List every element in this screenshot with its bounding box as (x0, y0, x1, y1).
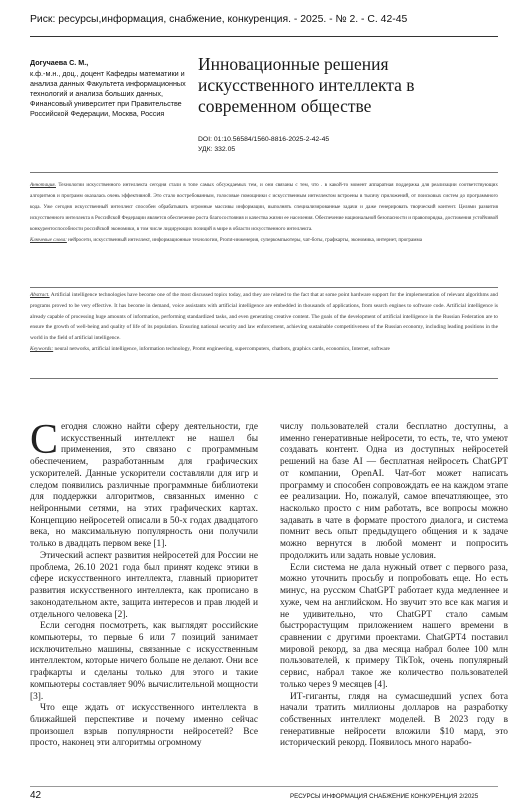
journal-header: Риск: ресурсы,информация, снабжение, конкуренция. - 2025. - № 2. - С. 42-45 (30, 14, 408, 25)
paragraph: Если сегодня посмотреть, как выглядят российские компьютеры, то первые 6 или 7 позиций занимает исключительно машины, связанные с искусственным интеллектом, которые ничего больше не делают. Они все графкарты и сделаны только для этого и такие компьютеры составляет 90% вычислительной мощности [3]. (30, 621, 258, 702)
keywords-ru-label: Ключевые слова: (30, 236, 67, 243)
author-block (30, 58, 188, 119)
paragraph: Что еще ждать от искусственного интеллекта в ближайшей перспективе и почему именно сейчас произошел взрыв популярности нейросетей? Все просто, наконец эти алгоритмы огромному (30, 703, 258, 749)
paragraph: Этический аспект развития нейросетей для России не проблема, 26.10 2021 года был принят кодекс этики в сфере искусственного интеллекта, главный приоритет развития искусственного интеллекта, как прописано в законодательном акте, защита интересов и прав людей и отдельного человека [2]. (30, 550, 258, 620)
paragraph: ИТ-гиганты, глядя на сумасшедший успех бота начали тратить миллионы долларов на разработку собственных интеллект моделей. В 2023 году в генеративные нейросети вложили $10 мард, это исторический рекорд. Появилось много нарабо- (280, 691, 508, 749)
page-number: 42 (30, 790, 42, 801)
paragraph: Если система не дала нужный ответ с первого раза, можно уточнить просьбу и попробовать еще. Но есть минус, на русском ChatGPT работает куда медленнее и хуже, чем на английском. Но звучит это все как магия и не удивительно, что ChatGPT стало самым быстрорастущим приложением нашего времени в сравнении с другими проектами. ChatGPT4 поставил мировой рекорд, за два месяца набрал более 100 млн пользователей, к примеру TikTok, очень популярный сервис, набрал такое же количество пользователей только через 9 месяцев [4]. (280, 562, 508, 690)
abstract-en (30, 290, 498, 370)
author-name: Догучаева С. М., (30, 58, 89, 67)
body-column-left (30, 417, 258, 750)
abstract-divider-bottom (30, 378, 498, 379)
keywords-en: neural networks, artificial intelligence, information technology, Promt engineering, supercomputers, chatbots, graphics cards, economics, Internet, software (53, 345, 390, 352)
udc: УДК: 332.05 (198, 146, 236, 153)
abstract-en-text: Artificial intelligence technologies have become one of the most discussed topics today, and they are related to the fact that at some point hardware support for the implementation of relevant algorithms and programs proved to be very effective. It has become in demand, voice assistants with artificial intelligence are embedded in thousands of applications, from search engines to software code. Artificial intelligence is already capable of processing huge amounts of information, performing standardized tasks, and even generating creative content. The goals of the development of artificial intelligence in the Russian Federation are to ensure the growth of well-being and quality of life of its population. Ensuring national security and law enforcement, achieving sustainable competitiveness of the Russian economy, including leading positions in the world in the field of artificial intelligence. (30, 292, 498, 342)
abstract-ru (30, 180, 498, 293)
doi-block (198, 135, 329, 155)
paragraph: числу пользователей стали бесплатно доступны, а именно генеративные нейросети, то есть, те, что умеют создавать контент. Одна из доступных нейросетей решений на базе AI — бесплатная нейросеть ChatGPT от компании, OpenAI. Чат-бот может написать программу и способен сопровождать ее на каждом этапе ее реализации. Но, пожалуй, самое впечатляющее, это насколько просто с ним работать, все вопросы можно задавать в чате в формате простого диалога, и система помнит весь опыт предыдущего общения и к задаче можно вернутся в любой момент и попросить продолжить или задать новые условия. (280, 422, 508, 561)
abstract-ru-label: Аннотация. (30, 182, 56, 188)
keywords-en-label: Keywords: (30, 345, 54, 352)
abstract-divider-mid (30, 287, 498, 288)
footer-divider (30, 786, 498, 787)
abstract-en-label: Abstract. (30, 292, 50, 298)
article-title: Инновационные решения искусственного интеллекта в современном обществе (198, 54, 415, 116)
paragraph-text: егодня сложно найти сферу деятельности, где искусственный интеллект не нашел бы применения, это связано с программным обеспечением, разработанным для графических ускорителей. Данные ускорители составляли для игр и следом появились различные программные библиотеки для поддержки алгоритмов, связанных именно с нейронными сетями, на этих графических картах. Концепцию нейросетей описали в 50-х годах двадцатого века, но максимальную популярность они получили только в двадцать первом веке [1]. (30, 422, 258, 550)
doi: DOI: 01:10.56584/1560-8816-2025-2-42-45 (198, 136, 330, 143)
abstract-ru-text: Технологии искусственного интеллекта сегодня стали в топе самых обсуждаемых тем, и они связаны с тем, что . в какой-то момент аппаратная поддержка для реализации соответствующих алгоритмов и программ оказалась очень эффективной. Это стало востребованным, голосовые помощники с искусственным интеллектом встроены в тысячу приложений, от поисковых систем до программного кода. Уже сегодня искусственный интеллект способен обрабатывать огромные массивы информации, выполнять специализированные задачи и даже генерировать творческий контент. Целями развития искусственного интеллекта в Российской Федерации является обеспечение роста благосостояния и качества жизни ее населения. Обеспечение национальной безопасности и правопорядка, достижения устойчивой конкурентоспособности российской экономики, в том числе лидирующих позиций в мире в области искусственного интеллекта. (30, 182, 498, 232)
abstract-divider-top (30, 172, 498, 173)
keywords-ru: нейросети, искусственный интеллект, информационные технологии, Promt-инженерия, суперкомпьютеры, чат-боты, графкарты, экономика, интернет, программа (66, 236, 423, 243)
header-divider (30, 36, 498, 37)
body-column-right (280, 422, 508, 750)
paragraph (30, 417, 258, 551)
author-affiliation: к.ф.-м.н., доц., доцент Кафедры математики и анализа данных Факультета информационных технологий и анализа больших данных, Финансовый университет при Правительстве Российской Федерации, Москва, Россия (30, 69, 186, 118)
footer-journal: РЕСУРСЫ ИНФОРМАЦИЯ СНАБЖЕНИЕ КОНКУРЕНЦИЯ 2/2025 (290, 793, 479, 800)
drop-cap: С (30, 417, 59, 463)
